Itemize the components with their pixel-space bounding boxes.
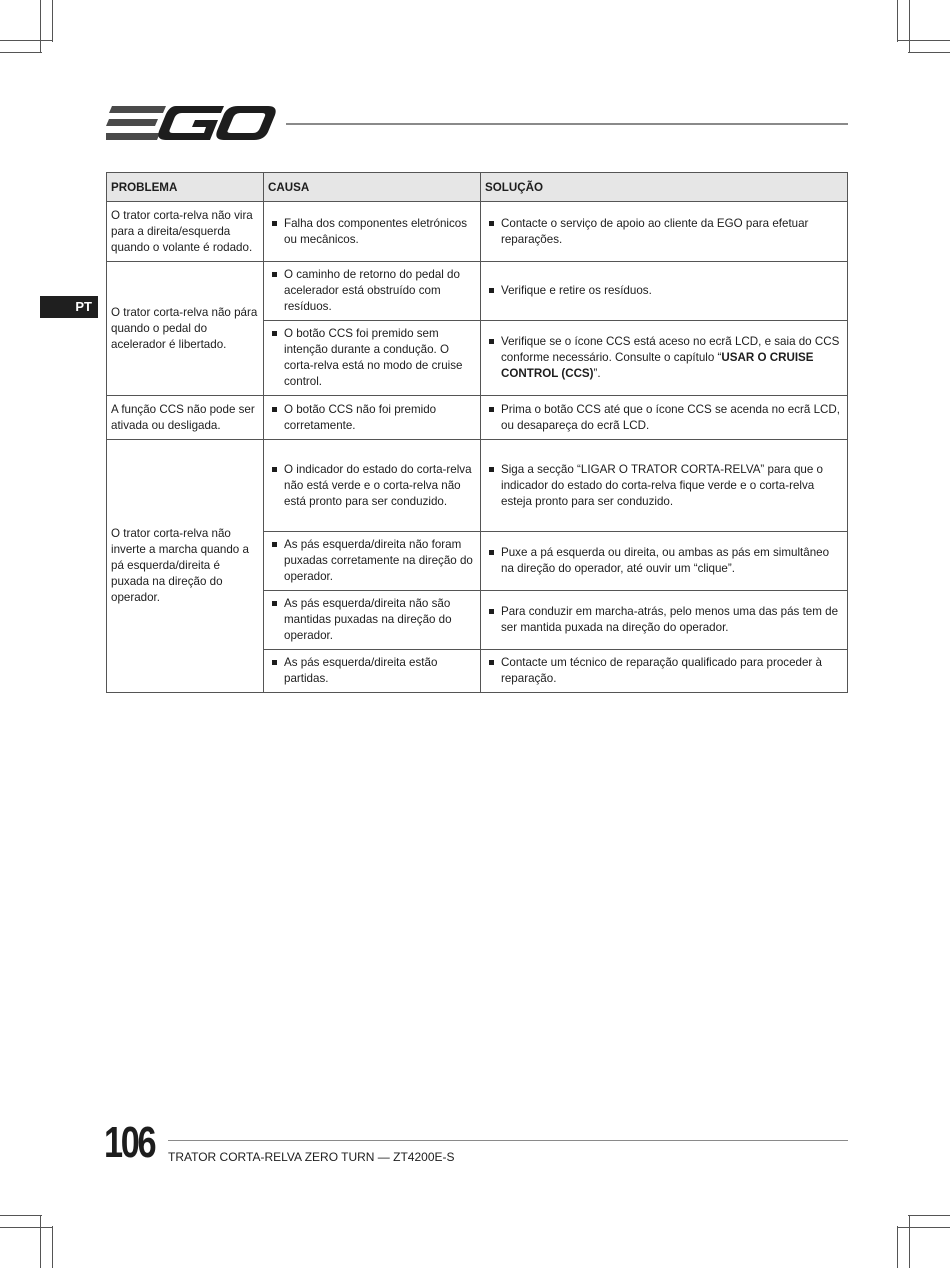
cause-text: As pás esquerda/direita não foram puxadas corretamente na direção do operador. (284, 538, 473, 583)
crop-mark (908, 1215, 950, 1216)
crop-mark (908, 52, 950, 53)
bullet-square-icon (264, 537, 284, 547)
cause-cell (264, 262, 481, 321)
bullet-square-icon (264, 596, 284, 606)
header-problema: PROBLEMA (107, 173, 264, 202)
problem-cell: O trator corta-relva não inverte a marcha quando a pá esquerda/direita é puxada na direção do operador. (107, 440, 264, 693)
bullet-square-icon (264, 462, 284, 472)
bullet-square-icon (481, 216, 501, 226)
crop-mark (898, 1227, 950, 1228)
solution-cell (481, 202, 848, 262)
problem-cell: O trator corta-relva não vira para a direita/esquerda quando o volante é rodado. (107, 202, 264, 262)
footer-rule (168, 1140, 848, 1141)
solution-cell (481, 650, 848, 693)
cause-cell (264, 440, 481, 532)
table-header-row (107, 173, 848, 202)
cause-cell (264, 591, 481, 650)
bullet-square-icon (481, 655, 501, 665)
chapter-reference: USAR O CRUISE CONTROL (CCS) (501, 351, 814, 380)
cause-text: O botão CCS foi premido sem intenção durante a condução. O corta-relva está no modo de cruise control. (284, 327, 463, 388)
solution-text: Para conduzir em marcha-atrás, pelo menos uma das pás tem de ser mantida puxada na direção do operador. (501, 605, 839, 634)
solution-text: Contacte um técnico de reparação qualificado para proceder à reparação. (501, 656, 822, 685)
table-row (107, 262, 848, 321)
crop-mark (52, 1226, 53, 1268)
header-solucao: SOLUÇÃO (481, 173, 848, 202)
solution-text-part: ”. (593, 367, 601, 380)
solution-text: Siga a secção “LIGAR O TRATOR CORTA-RELVA” para que o indicador do estado do corta-relva fique verde e o corta-relva esteja pronto para ser conduzido. (501, 462, 823, 508)
solution-text: Prima o botão CCS até que o ícone CCS se acenda no ecrã LCD, ou desapareça do ecrã LCD. (501, 402, 840, 432)
bullet-square-icon (264, 216, 284, 226)
solution-cell (481, 396, 848, 440)
solution-cell (481, 262, 848, 321)
ego-logo (106, 102, 276, 144)
cause-cell (264, 396, 481, 440)
cause-cell (264, 321, 481, 396)
crop-mark (898, 40, 950, 41)
problem-cell: A função CCS não pode ser ativada ou desligada. (107, 396, 264, 440)
cause-text: O botão CCS não foi premido corretamente. (284, 402, 437, 432)
cause-text: O indicador do estado do corta-relva não está verde e o corta-relva não está pronto para ser conduzido. (284, 462, 472, 508)
table-row (107, 396, 848, 440)
bullet-square-icon (481, 283, 501, 293)
bullet-square-icon (481, 334, 501, 344)
cause-text: Falha dos componentes eletrónicos ou mecânicos. (284, 216, 468, 246)
cause-cell (264, 202, 481, 262)
cause-cell (264, 532, 481, 591)
cause-text: O caminho de retorno do pedal do acelerador está obstruído com resíduos. (284, 268, 460, 313)
solution-cell (481, 440, 848, 532)
bullet-square-icon (481, 402, 501, 412)
language-tab: PT (40, 296, 98, 318)
bullet-square-icon (264, 326, 284, 336)
solution-text: Puxe a pá esquerda ou direita, ou ambas as pás em simultâneo na direção do operador, até ouvir um “clique”. (501, 546, 830, 575)
crop-mark (0, 52, 42, 53)
cause-text: As pás esquerda/direita estão partidas. (284, 656, 438, 685)
crop-mark (40, 0, 41, 52)
crop-mark (0, 1227, 52, 1228)
footer-title: TRATOR CORTA-RELVA ZERO TURN — ZT4200E-S (168, 1150, 455, 1164)
solution-text: Contacte o serviço de apoio ao cliente da EGO para efetuar reparações. (501, 216, 809, 246)
crop-mark (0, 1215, 42, 1216)
bullet-square-icon (264, 655, 284, 665)
crop-mark (897, 0, 898, 42)
solution-cell (481, 321, 848, 396)
header-causa: CAUSA (264, 173, 481, 202)
table-row (107, 202, 848, 262)
crop-mark (40, 1216, 41, 1268)
cause-text: As pás esquerda/direita não são mantidas puxadas na direção do operador. (284, 597, 452, 642)
crop-mark (52, 0, 53, 42)
cause-cell (264, 650, 481, 693)
crop-mark (909, 0, 910, 52)
solution-cell (481, 591, 848, 650)
bullet-square-icon (481, 604, 501, 614)
page-number: 106 (104, 1118, 155, 1167)
solution-text (501, 334, 843, 382)
troubleshooting-table (106, 172, 848, 693)
crop-mark (897, 1226, 898, 1268)
crop-mark (0, 40, 52, 41)
bullet-square-icon (264, 402, 284, 412)
bullet-square-icon (481, 462, 501, 472)
bullet-square-icon (481, 545, 501, 555)
crop-mark (909, 1216, 910, 1268)
bullet-square-icon (264, 267, 284, 277)
solution-text-part: Verifique se o ícone CCS está aceso no ecrã LCD, e saia do CCS conforme necessário. Consulte o capítulo “ (501, 335, 840, 364)
table-row (107, 440, 848, 532)
solution-cell (481, 532, 848, 591)
solution-text: Verifique e retire os resíduos. (501, 284, 652, 297)
header-rule (286, 123, 848, 125)
problem-cell: O trator corta-relva não pára quando o pedal do acelerador é libertado. (107, 262, 264, 396)
